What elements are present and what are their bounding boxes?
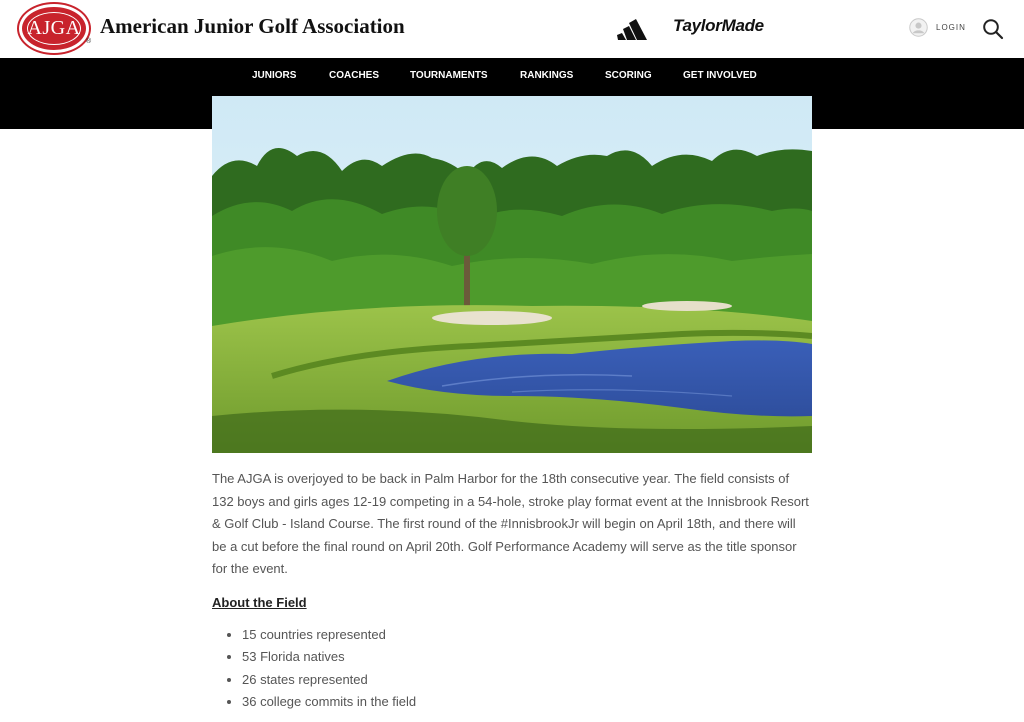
hero-golf-course-photo	[212, 96, 812, 453]
ajga-logo[interactable]	[19, 4, 92, 53]
article-content	[212, 468, 812, 714]
nav-item-juniors[interactable]: JUNIORS	[252, 70, 297, 81]
field-facts-list	[212, 624, 812, 714]
article-intro: The AJGA is overjoyed to be back in Palm Harbor for the 18th consecutive year. The field consists of 132 boys and girls ages 12-19 competing in a 54-hole, stroke play format event at the Innisbrook Resort & Golf Club - Island Course. The first round of the #InnisbrookJr will begin on April 18th, and there will be a cut before the final round on April 20th. Golf Performance Academy will serve as the title sponsor for the event.	[212, 471, 809, 576]
site-header	[0, 0, 1024, 58]
list-item: • 26 states represented	[242, 669, 812, 692]
list-item: • 15 countries represented	[242, 624, 812, 647]
nav-item-scoring[interactable]: SCORING	[605, 70, 652, 81]
login-label: LOGIN	[936, 23, 966, 32]
logo-text: AJGA	[27, 17, 81, 39]
user-icon	[909, 18, 928, 37]
nav-item-tournaments[interactable]: TOURNAMENTS	[410, 70, 488, 81]
login-button[interactable]	[909, 18, 966, 37]
list-item: • 36 college commits in the field	[242, 691, 812, 714]
nav-item-coaches[interactable]: COACHES	[329, 70, 380, 81]
nav-item-get-involved[interactable]: GET INVOLVED	[683, 70, 757, 81]
taylormade-logo[interactable]: TaylorMade	[673, 16, 764, 35]
registered-mark: ®	[86, 38, 92, 45]
nav-item-rankings[interactable]: RANKINGS	[520, 70, 574, 81]
list-item: • 53 Florida natives	[242, 646, 812, 669]
about-the-field-heading: About the Field	[212, 594, 307, 610]
search-icon[interactable]	[982, 18, 1004, 40]
adidas-logo-icon[interactable]	[617, 16, 653, 40]
site-title[interactable]: American Junior Golf Association	[100, 14, 405, 38]
